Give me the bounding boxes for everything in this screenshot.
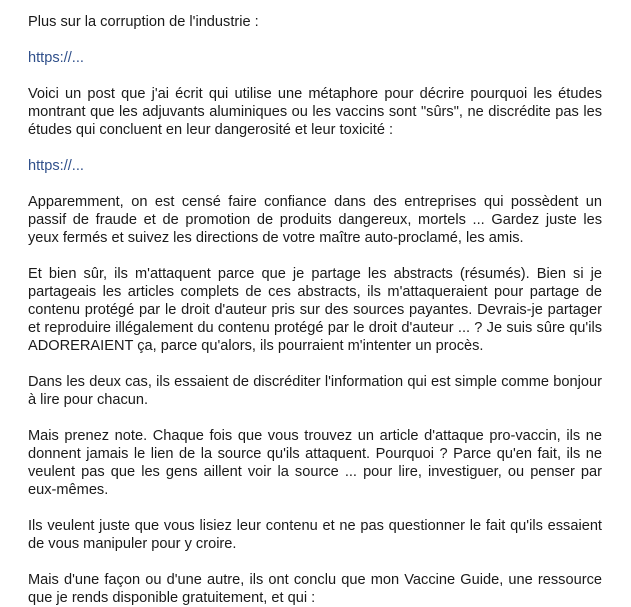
paragraph-link-2 (28, 157, 602, 175)
paragraph-vaccine-guide: Mais d'une façon ou d'une autre, ils ont conclu que mon Vaccine Guide, une ressource que je rends disponible gratuitement, et qui : (28, 572, 602, 606)
paragraph-link-1 (28, 49, 602, 67)
source-link-2[interactable]: https://... (28, 158, 84, 174)
paragraph-manipulation: Ils veulent juste que vous lisiez leur contenu et ne pas questionner le fait qu'ils essaient de vous manipuler pour y croire. (28, 518, 602, 552)
document-body (28, 13, 602, 607)
paragraph-abstracts: Et bien sûr, ils m'attaquent parce que je partage les abstracts (résumés). Bien si je partageais les articles complets de ces abstracts, ils m'attaqueraient pour partage de contenu protégé par le droit d'auteur pris sur des sources payantes. Devrais-je partager et reproduire illégalement du contenu protégé par le droit d'auteur ... ? Je suis sûre qu'ils ADORERAIENT ça, parce qu'alors, ils pourraient m'intenter un procès. (28, 266, 602, 354)
paragraph-take-note: Mais prenez note. Chaque fois que vous trouvez un article d'attaque pro-vaccin, ils ne donnent jamais le lien de la source qu'ils attaquent. Pourquoi ? Parce qu'en fait, ils ne veulent pas que les gens aillent voir la source ... pour lire, investiguer, ou penser par eux-mêmes. (28, 428, 602, 498)
paragraph-industry-corruption: Plus sur la corruption de l'industrie : (28, 14, 259, 30)
source-link-1[interactable]: https://... (28, 50, 84, 66)
paragraph-discredit: Dans les deux cas, ils essaient de discréditer l'information qui est simple comme bonjour à lire pour chacun. (28, 374, 602, 408)
paragraph-metaphor-post: Voici un post que j'ai écrit qui utilise une métaphore pour décrire pourquoi les études montrant que les adjuvants aluminiques ou les vaccins sont "sûrs", ne discrédite pas les études qui concluent en leur dangerosité et leur toxicité : (28, 86, 602, 138)
paragraph-trust-companies: Apparemment, on est censé faire confiance dans des entreprises qui possèdent un passif de fraude et de promotion de produits dangereux, mortels ... Gardez juste les yeux fermés et suivez les directions de votre maître auto-proclamé, les amis. (28, 194, 602, 246)
